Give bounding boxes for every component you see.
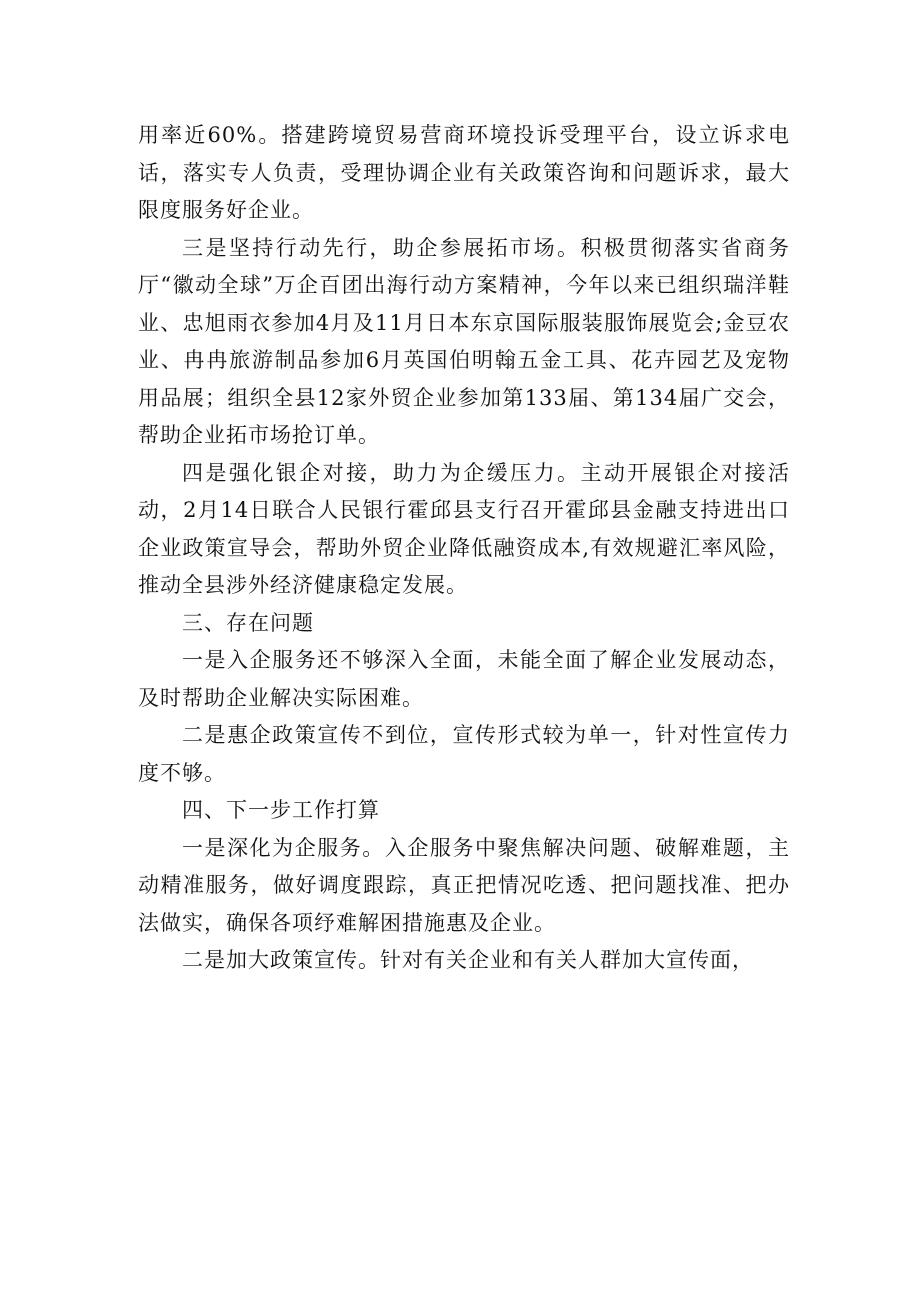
- paragraph-text: 一是入企服务还不够深入全面，未能全面了解企业发展动态，及时帮助企业解决实际困难。: [138, 648, 790, 710]
- section-heading: 四、下一步工作打算: [182, 798, 380, 822]
- paragraph-text: 四是强化银企对接，助力为企缓压力。主动开展银企对接活动，2月14日联合人民银行霍邱县支行召开霍邱县金融支持进出口企业政策宣导会，帮助外贸企业降低融资成本,有效规避汇率风险，推动全县涉外经济健康稳定发展。: [138, 460, 790, 597]
- section-heading: 三、存在问题: [182, 610, 314, 635]
- paragraph-text: 二是加大政策宣传。针对有关企业和有关人群加大宣传面，: [182, 948, 754, 972]
- paragraph-text: 一是深化为企服务。入企服务中聚焦解决问题、破解难题，主动精准服务，做好调度跟踪，真正把情况吃透、把问题找准、把办法做实，确保各项纾难解困措施惠及企业。: [138, 835, 790, 935]
- document-body: [138, 117, 790, 980]
- paragraph-text: 二是惠企政策宣传不到位，宣传形式较为单一，针对性宣传力度不够。: [138, 723, 790, 785]
- paragraph-text: 三是坚持行动先行，助企参展拓市场。积极贯彻落实省商务厅“徽动全球”万企百团出海行动方案精神，今年以来已组织瑞洋鞋业、忠旭雨衣参加4月及11月日本东京国际服装服饰展览会;金豆农业、冉冉旅游制品参加6月英国伯明翰五金工具、花卉园艺及宠物用品展；组织全县12家外贸企业参加第133届、第134届广交会，帮助企业拓市场抢订单。: [138, 235, 790, 447]
- paragraph-text: 用率近60%。搭建跨境贸易营商环境投诉受理平台，设立诉求电话，落实专人负责，受理协调企业有关政策咨询和问题诉求，最大限度服务好企业。: [138, 123, 790, 222]
